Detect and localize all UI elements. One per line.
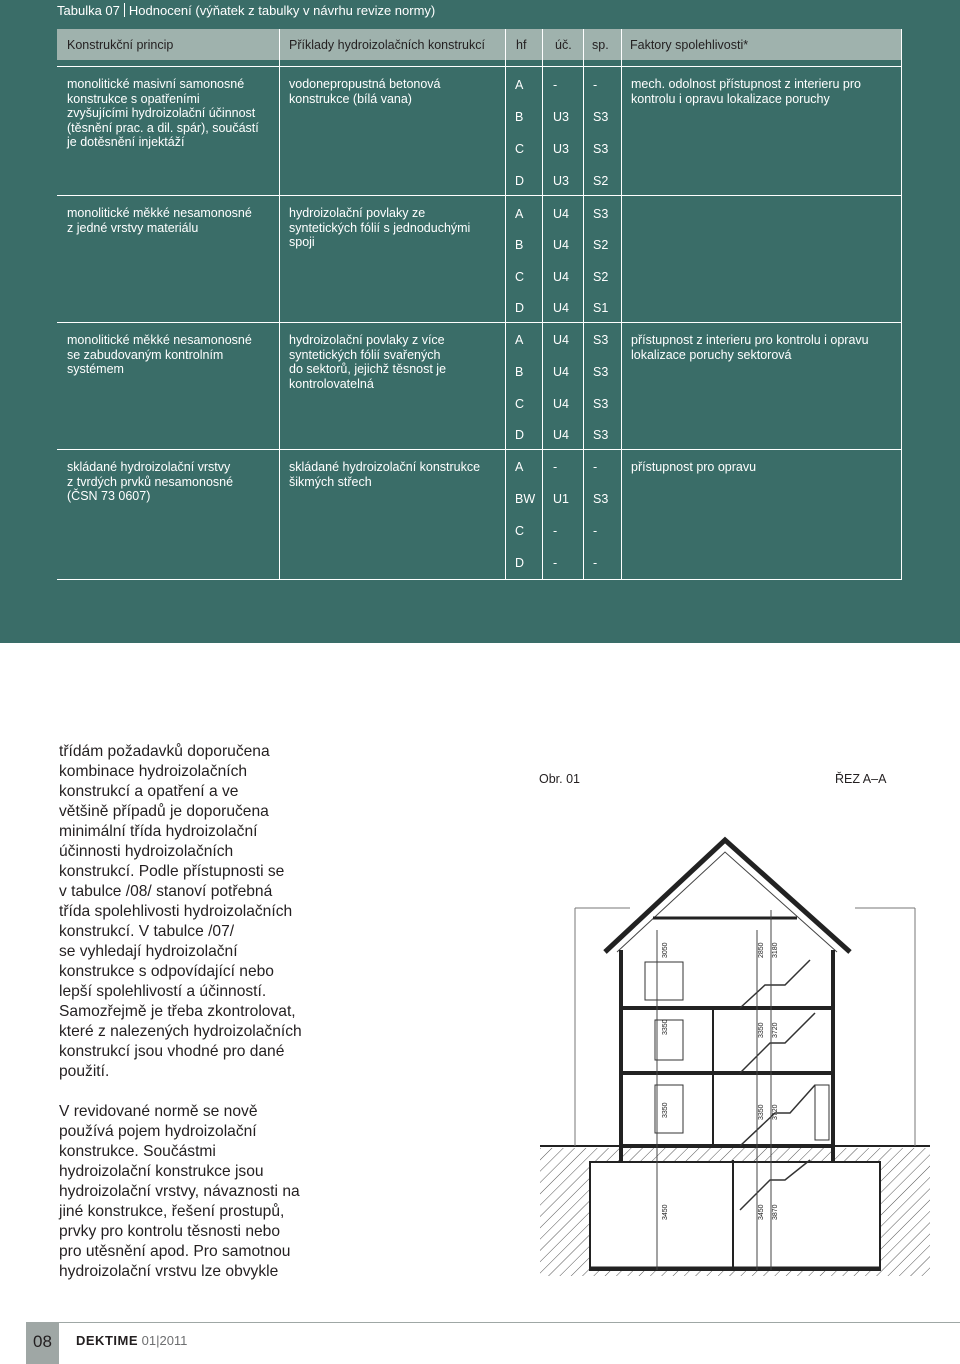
column-divider (505, 29, 506, 580)
text-line: monolitické měkké nesamonosné (67, 206, 252, 220)
text-line: skládané hydroizolační vrstvy (67, 460, 231, 474)
text-line: hydroizolační vrstvy, návaznosti na (59, 1183, 300, 1200)
dimension-label: 3870 (772, 1204, 779, 1220)
header-sp: sp. (592, 38, 609, 52)
header-factors: Faktory spolehlivosti* (630, 38, 749, 52)
text-line: pro utěsnění apod. Pro samotnou (59, 1243, 291, 1260)
uc-value: U4 (553, 365, 569, 379)
text-line: skládané hydroizolační konstrukce (289, 460, 481, 474)
uc-value: - (553, 524, 558, 538)
uc-value: U4 (553, 428, 569, 442)
text-line: šikmých střech (289, 474, 372, 489)
text-line: zvyšujícími hydroizolační účinnost (67, 106, 256, 120)
uc-value: - (553, 78, 558, 92)
text-line: hydroizolační konstrukce jsou (59, 1163, 264, 1180)
roof-inner (617, 852, 837, 952)
dimension-label: 2850 (758, 942, 765, 958)
window (655, 1020, 683, 1060)
header-hf: hf (516, 38, 527, 52)
example-cell (289, 460, 501, 489)
text-line: z jedné vrstvy materiálu (67, 220, 199, 235)
hf-value: C (515, 270, 525, 284)
text-line: vodonepropustná betonová (289, 77, 441, 91)
hf-value: C (515, 397, 525, 411)
text-line: syntetických fólií s jednoduchými (289, 220, 471, 235)
text-line: monolitické měkké nesamonosné (67, 333, 252, 347)
uc-value: - (553, 556, 558, 570)
text-line: konstrukcí a opatření a ve (59, 783, 239, 800)
text-line: jiné konstrukce, řešení prostupů, (59, 1203, 285, 1220)
example-cell (289, 333, 501, 391)
hf-value: D (515, 174, 525, 188)
dimension-label: 3720 (772, 1022, 779, 1038)
sp-value: S2 (593, 238, 609, 252)
sp-value: - (593, 78, 598, 92)
body-paragraph-2 (59, 1102, 329, 1282)
text-line: spoji (289, 235, 315, 249)
sp-value: S3 (593, 142, 609, 156)
principle-cell (67, 206, 277, 235)
text-line: použití. (59, 1063, 110, 1080)
sp-value: S2 (593, 174, 609, 188)
text-line: konstrukcí jsou vhodné pro dané (59, 1043, 285, 1060)
text-line: se vyhledají hydroizolační (59, 943, 238, 960)
header-principle: Konstrukční princip (67, 38, 174, 52)
table-right-edge (901, 29, 902, 580)
column-divider (279, 29, 280, 580)
uc-value: U3 (553, 174, 569, 188)
hf-value: A (515, 460, 524, 474)
text-line: konstrukce (bílá vana) (289, 91, 412, 106)
neighbour-outline-right (855, 908, 915, 1146)
text-line: do sektorů, jejichž těsnost je (289, 362, 447, 376)
uc-value: U3 (553, 142, 569, 156)
text-line: většině případů je doporučena (59, 803, 269, 820)
hf-value: B (515, 365, 524, 379)
factors-cell (631, 77, 899, 106)
table-number: Tabulka 07 (57, 3, 120, 18)
sp-value: S3 (593, 333, 609, 347)
building-section-drawing (535, 780, 935, 1280)
sp-value: - (593, 556, 598, 570)
text-line: přístupnost z interieru pro kontrolu i opravu (631, 333, 869, 347)
footer-rule (59, 1322, 960, 1323)
text-line: z tvrdých prvků nesamonosné (67, 474, 234, 489)
text-line: (těsnění prac. a dil. spár), součástí (67, 120, 259, 135)
body-paragraph-1 (59, 742, 329, 1082)
hf-value: C (515, 142, 525, 156)
sp-value: S3 (593, 110, 609, 124)
uc-value: U4 (553, 301, 569, 315)
text-line: konstrukce. Součástmi (59, 1143, 216, 1160)
hf-value: A (515, 333, 524, 347)
text-line: systémem (67, 362, 124, 376)
text-line: kontrolovatelná (289, 376, 374, 391)
example-cell (289, 206, 501, 250)
hf-value: D (515, 428, 525, 442)
text-line: lokalizace poruchy sektorová (631, 347, 792, 362)
text-line: lepší spolehlivostí a účinností. (59, 983, 267, 1000)
sp-value: S3 (593, 428, 609, 442)
text-line: hydroizolační povlaky z více (289, 333, 445, 347)
column-divider (542, 29, 543, 580)
dimension-label: 3720 (772, 1104, 779, 1120)
text-line: V revidované normě se nově (59, 1103, 258, 1120)
row-divider (57, 322, 901, 323)
uc-value: U3 (553, 110, 569, 124)
text-line: přístupnost pro opravu (631, 460, 757, 474)
figure-label: Obr. 01 (539, 772, 580, 786)
sp-value: S2 (593, 270, 609, 284)
table-caption (57, 3, 435, 18)
page-number: 08 (33, 1332, 52, 1351)
dimension-label: 3180 (772, 942, 779, 958)
text-line: prvky pro kontrolu těsnosti nebo (59, 1223, 281, 1240)
text-line: konstrukcí. V tabulce /07/ (59, 923, 235, 940)
text-line: mech. odolnost přístupnost z interieru pro (631, 77, 861, 91)
header-uc: úč. (555, 38, 572, 52)
dimension-label: 3350 (662, 1102, 669, 1118)
sp-value: S3 (593, 365, 609, 379)
principle-cell (67, 77, 277, 150)
uc-value: U1 (553, 492, 569, 506)
row-divider (57, 66, 901, 67)
text-line: konstrukcí. Podle přístupnosti se (59, 863, 285, 880)
text-line: minimální třída hydroizolační (59, 823, 258, 840)
uc-value: U4 (553, 238, 569, 252)
sp-value: - (593, 460, 598, 474)
principle-cell (67, 460, 277, 504)
text-line: které z nalezených hydroizolačních (59, 1023, 302, 1040)
hf-value: BW (515, 492, 536, 506)
principle-cell (67, 333, 277, 377)
text-line: v tabulce /08/ stanoví potřebná (59, 883, 273, 900)
sp-value: S1 (593, 301, 609, 315)
uc-value: U4 (553, 333, 569, 347)
factors-cell (631, 460, 899, 475)
column-divider (583, 29, 584, 580)
text-line: monolitické masivní samonosné (67, 77, 245, 91)
text-line: hydroizolační povlaky ze (289, 206, 426, 220)
text-line: se zabudovaným kontrolním (67, 347, 224, 362)
text-line: syntetických fólií svařených (289, 347, 441, 362)
hf-value: A (515, 78, 524, 92)
uc-value: U4 (553, 207, 569, 221)
dimension-label: 3350 (758, 1104, 765, 1120)
hf-value: D (515, 301, 525, 315)
sp-value: S3 (593, 492, 609, 506)
text-line: používá pojem hydroizolační (59, 1123, 257, 1140)
dimension-label: 3350 (758, 1022, 765, 1038)
window (815, 1085, 829, 1140)
text-line: Samozřejmě je třeba zkontrolovat, (59, 1003, 296, 1020)
uc-value: U4 (553, 397, 569, 411)
issue-number: 01|2011 (141, 1333, 188, 1348)
table-title: Hodnocení (výňatek z tabulky v návrhu revize normy) (128, 3, 436, 18)
text-line: je dotěsnění injektáží (67, 135, 185, 149)
text-line: třídám požadavků doporučena (59, 743, 270, 760)
brand-name: DEKTIME (76, 1333, 138, 1348)
basement (590, 1162, 880, 1270)
text-line: kontrolu i opravu lokalizace poruchy (631, 91, 830, 106)
text-line: konstrukce s opatřeními (67, 91, 200, 106)
hf-value: A (515, 207, 524, 221)
uc-value: - (553, 460, 558, 474)
row-divider (57, 195, 901, 196)
row-divider (57, 449, 901, 450)
factors-cell (631, 333, 899, 362)
dimension-label: 3050 (662, 942, 669, 958)
hf-value: D (515, 556, 525, 570)
sp-value: - (593, 524, 598, 538)
dimension-label: 3450 (662, 1204, 669, 1220)
hf-value: B (515, 238, 524, 252)
text-line: kombinace hydroizolačních (59, 763, 248, 780)
example-cell (289, 77, 501, 106)
column-divider (621, 29, 622, 580)
window (645, 962, 683, 1000)
sp-value: S3 (593, 207, 609, 221)
hf-value: C (515, 524, 525, 538)
header-examples: Příklady hydroizolačních konstrukcí (289, 38, 485, 52)
sp-value: S3 (593, 397, 609, 411)
text-line: konstrukce s odpovídající nebo (59, 963, 274, 980)
roof (605, 840, 850, 952)
text-line: účinnosti hydroizolačních (59, 843, 234, 860)
row-divider (57, 579, 901, 580)
section-label: ŘEZ A–A (835, 772, 887, 786)
footer-brand (76, 1333, 187, 1348)
hf-value: B (515, 110, 524, 124)
dimension-label: 3450 (758, 1204, 765, 1220)
text-line: třída spolehlivosti hydroizolačních (59, 903, 293, 920)
uc-value: U4 (553, 270, 569, 284)
window (655, 1085, 683, 1133)
text-line: (ČSN 73 0607) (67, 489, 151, 503)
text-line: hydroizolační vrstvu lze obvykle (59, 1263, 279, 1280)
table-header-row (57, 29, 901, 60)
dimension-label: 3350 (662, 1019, 669, 1035)
